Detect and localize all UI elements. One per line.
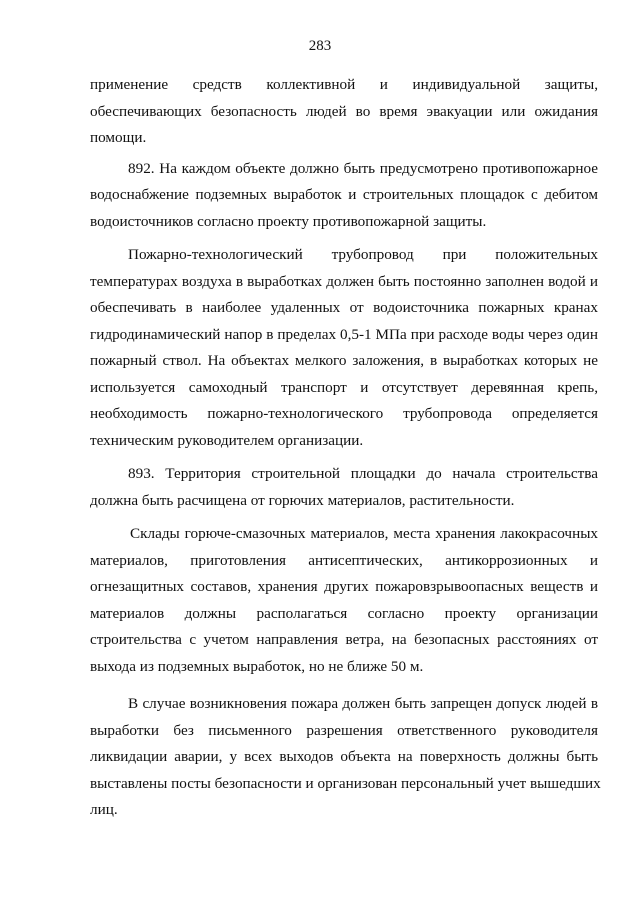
text-line: должна быть расчищена от горючих материалов, растительности. bbox=[90, 491, 515, 509]
text-line: материалов, приготовления антисептических, антикоррозионных и bbox=[90, 551, 598, 569]
text-line: гидродинамический напор в пределах 0,5-1 МПа при расходе воды через один bbox=[90, 325, 598, 343]
text-line: выхода из подземных выработок, но не ближе 50 м. bbox=[90, 657, 424, 675]
text-line: обеспечивающих безопасность людей во время эвакуации или ожидания bbox=[90, 102, 598, 120]
text-line: необходимость пожарно-технологического трубопровода определяется bbox=[90, 405, 598, 422]
text-line: лиц. bbox=[90, 801, 118, 818]
text-line: пожарный ствол. На объектах мелкого заложения, в выработках которых не bbox=[90, 352, 598, 369]
text-line: водоснабжение подземных выработок и строительных площадок с дебитом bbox=[90, 186, 598, 203]
text-line: используется самоходный транспорт и отсутствует деревянная крепь, bbox=[90, 378, 598, 396]
paragraph-storage bbox=[90, 521, 598, 680]
text-line: Пожарно-технологический трубопровод при положительных bbox=[128, 246, 598, 263]
paragraph-893 bbox=[90, 461, 598, 514]
paragraph-pipeline bbox=[90, 242, 598, 454]
document-body bbox=[90, 72, 601, 824]
text-line: Склады горюче-смазочных материалов, места хранения лакокрасочных bbox=[130, 525, 598, 542]
text-line: водоисточников согласно проекту противопожарной защиты. bbox=[90, 212, 487, 230]
text-line: помощи. bbox=[90, 129, 147, 146]
text-line: выработки без письменного разрешения ответственного руководителя bbox=[90, 721, 598, 739]
paragraph-fire-case bbox=[90, 691, 601, 824]
page-number: 283 bbox=[308, 38, 332, 54]
text-line: 892. На каждом объекте должно быть предусмотрено противопожарное bbox=[128, 159, 598, 177]
text-line: огнезащитных составов, хранения других пожаровзрывоопасных веществ и bbox=[90, 578, 598, 595]
text-line: В случае возникновения пожара должен быть запрещен допуск людей в bbox=[128, 695, 598, 712]
text-line: материалов должны располагаться согласно проекту организации bbox=[90, 604, 598, 622]
text-line: ликвидации аварии, у всех выходов объекта на поверхность должны быть bbox=[90, 748, 598, 765]
text-line: выставлены посты безопасности и организован персональный учет вышедших bbox=[90, 774, 601, 792]
text-line: обеспечивать в наиболее удаленных от водоисточника пожарных кранах bbox=[90, 299, 598, 316]
paragraph-892 bbox=[90, 156, 598, 236]
text-line: применение средств коллективной и индивидуальной защиты, bbox=[90, 76, 598, 93]
text-line: температурах воздуха в выработках должен быть постоянно заполнен водой и bbox=[90, 272, 598, 290]
paragraph-continuation bbox=[90, 72, 598, 152]
text-line: техническим руководителем организации. bbox=[90, 431, 364, 449]
text-line: 893. Территория строительной площадки до начала строительства bbox=[128, 465, 598, 482]
text-line: строительства с учетом направления ветра, на безопасных расстояниях от bbox=[90, 631, 598, 648]
